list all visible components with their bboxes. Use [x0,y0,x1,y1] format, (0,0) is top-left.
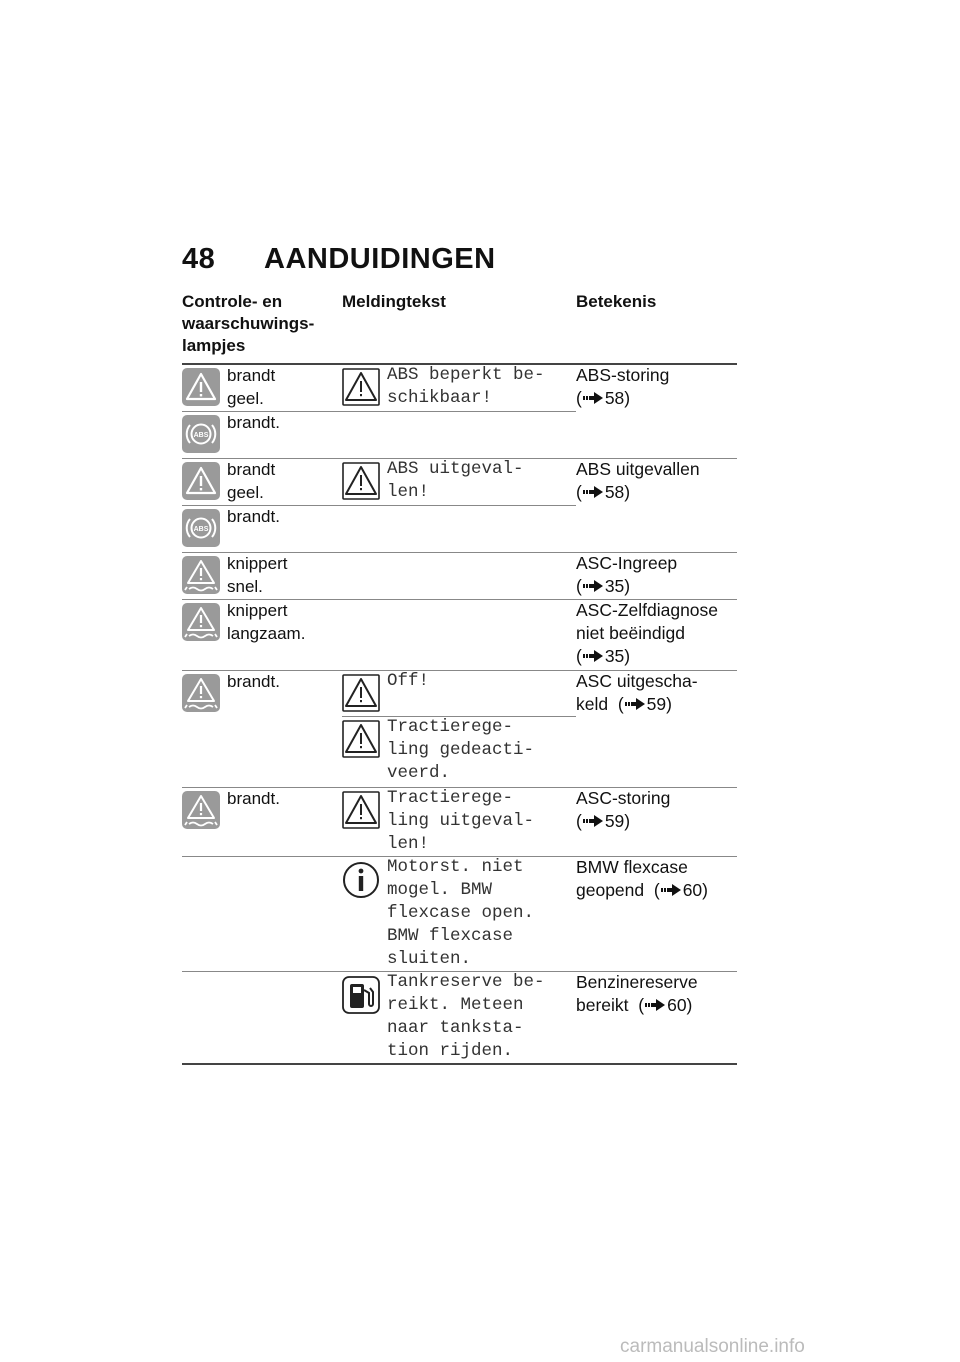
abs-lamp-icon [182,415,220,453]
reference-page: 59) [646,694,672,714]
status-line: brandt. [227,672,280,691]
message-text [387,787,534,856]
arrow-right-icon [661,884,681,896]
table-bottom-rule [182,1063,737,1065]
section-title: AANDUIDINGEN [264,243,496,275]
status-line: brandt [227,366,276,385]
meaning-text [576,364,669,410]
message-line: tion rijden. [387,1041,514,1061]
status-line: brandt [227,460,276,479]
meaning-line: BMW flexcase [576,857,688,877]
meaning-text [576,552,677,598]
page-reference[interactable]: ( 35) [576,646,631,666]
page-title [182,243,496,276]
fuel-pump-icon [342,976,380,1014]
column-header-message: Meldingtekst [342,292,446,311]
message-line: BMW flexcase [387,926,514,946]
message-line: Tractierege- [387,788,514,808]
warning-triangle-icon [342,462,380,500]
abs-lamp-icon [182,509,220,547]
lamp-status [227,599,305,645]
status-line: geel. [227,389,264,408]
meaning-line: ASC-storing [576,788,671,808]
meaning-text [576,971,698,1017]
message-line: reikt. Meteen [387,995,524,1015]
message-line: len! [387,834,430,854]
message-line: flexcase open. [387,903,535,923]
message-line: ling uitgeval- [387,811,535,831]
column-header-meaning: Betekenis [576,292,657,311]
page-reference[interactable]: ( 35) [576,576,631,596]
warning-triangle-icon [342,368,380,406]
lamp-status [227,505,280,528]
header-line: lampjes [182,336,246,355]
asc-lamp-icon [182,791,220,829]
message-line: veerd. [387,763,451,783]
meaning-line: Benzinereserve [576,972,698,992]
meaning-line: ASC uitgescha- [576,671,698,691]
status-line: geel. [227,483,264,502]
message-line: ling gedeacti- [387,740,535,760]
status-line: brandt. [227,413,280,432]
page-reference[interactable]: ( 59) [576,811,631,831]
warning-triangle-icon [342,791,380,829]
asc-lamp-icon [182,556,220,594]
message-line: Tankreserve be- [387,972,545,992]
reference-page: 35) [604,646,631,666]
meaning-line: niet beëindigd [576,623,685,643]
meaning-line: keld [576,694,609,714]
reference-page: 60) [667,995,693,1015]
status-line: langzaam. [227,624,306,643]
meaning-line: ASC-Zelfdiagnose [576,600,719,620]
page-number: 48 [182,243,216,275]
reference-page: 58) [604,482,631,502]
message-line: ABS uitgeval- [387,459,524,479]
lamp-status [227,670,280,693]
status-line: brandt. [227,789,280,808]
page-reference[interactable]: ( 58) [576,482,631,502]
meaning-text [576,670,698,716]
message-text [387,971,545,1063]
arrow-right-icon [583,650,603,662]
message-line: Motorst. niet [387,857,524,877]
asc-lamp-icon [182,603,220,641]
message-text [387,458,524,504]
status-line: knippert [227,554,288,573]
page-reference[interactable]: bereikt ( 60) [576,995,693,1015]
watermark: carmanualsonline.info [620,1336,805,1357]
message-line: naar tanksta- [387,1018,524,1038]
page-reference[interactable]: ( 58) [576,388,631,408]
message-line: len! [387,482,430,502]
meaning-text [576,458,700,504]
reference-page: 58) [604,388,631,408]
status-line: knippert [227,601,288,620]
meaning-text [576,599,718,668]
arrow-right-icon [583,486,603,498]
header-line: waarschuwings- [182,314,315,333]
meaning-text [576,856,708,902]
meaning-line: ABS uitgevallen [576,459,700,479]
arrow-right-icon [625,698,645,710]
reference-page: 35) [604,576,631,596]
lamp-status [227,364,275,410]
message-text [387,364,545,410]
status-line: brandt. [227,507,280,526]
lamp-status [227,552,287,598]
header-line: Controle- en [182,292,283,311]
arrow-right-icon [583,580,603,592]
status-line: snel. [227,577,263,596]
message-line: sluiten. [387,949,472,969]
message-line: schikbaar! [387,388,493,408]
arrow-right-icon [583,815,603,827]
column-header-lamps [182,291,332,357]
meaning-text [576,787,670,833]
message-line: Off! [387,671,430,691]
warning-triangle-icon [342,720,380,758]
reference-page: 60) [682,880,708,900]
page-reference[interactable]: geopend ( 60) [576,880,708,900]
reference-page: 59) [604,811,631,831]
message-line: ABS beperkt be- [387,365,545,385]
asc-lamp-icon [182,674,220,712]
general-warning-icon [182,462,220,500]
message-text [387,856,534,971]
general-warning-icon [182,368,220,406]
meaning-line: ASC-Ingreep [576,553,678,573]
meaning-line: geopend [576,880,645,900]
meaning-line: bereikt [576,995,629,1015]
arrow-right-icon [583,392,603,404]
message-line: Tractierege- [387,717,514,737]
lamp-status [227,458,275,504]
page-reference[interactable]: keld ( 59) [576,694,672,714]
warning-triangle-icon [342,674,380,712]
lamp-status [227,787,280,810]
meaning-line: ABS-storing [576,365,670,385]
lamp-status [227,411,280,434]
message-text [387,716,534,785]
message-line: mogel. BMW [387,880,493,900]
info-icon [342,861,380,899]
message-text [387,670,429,693]
arrow-right-icon [645,999,665,1011]
